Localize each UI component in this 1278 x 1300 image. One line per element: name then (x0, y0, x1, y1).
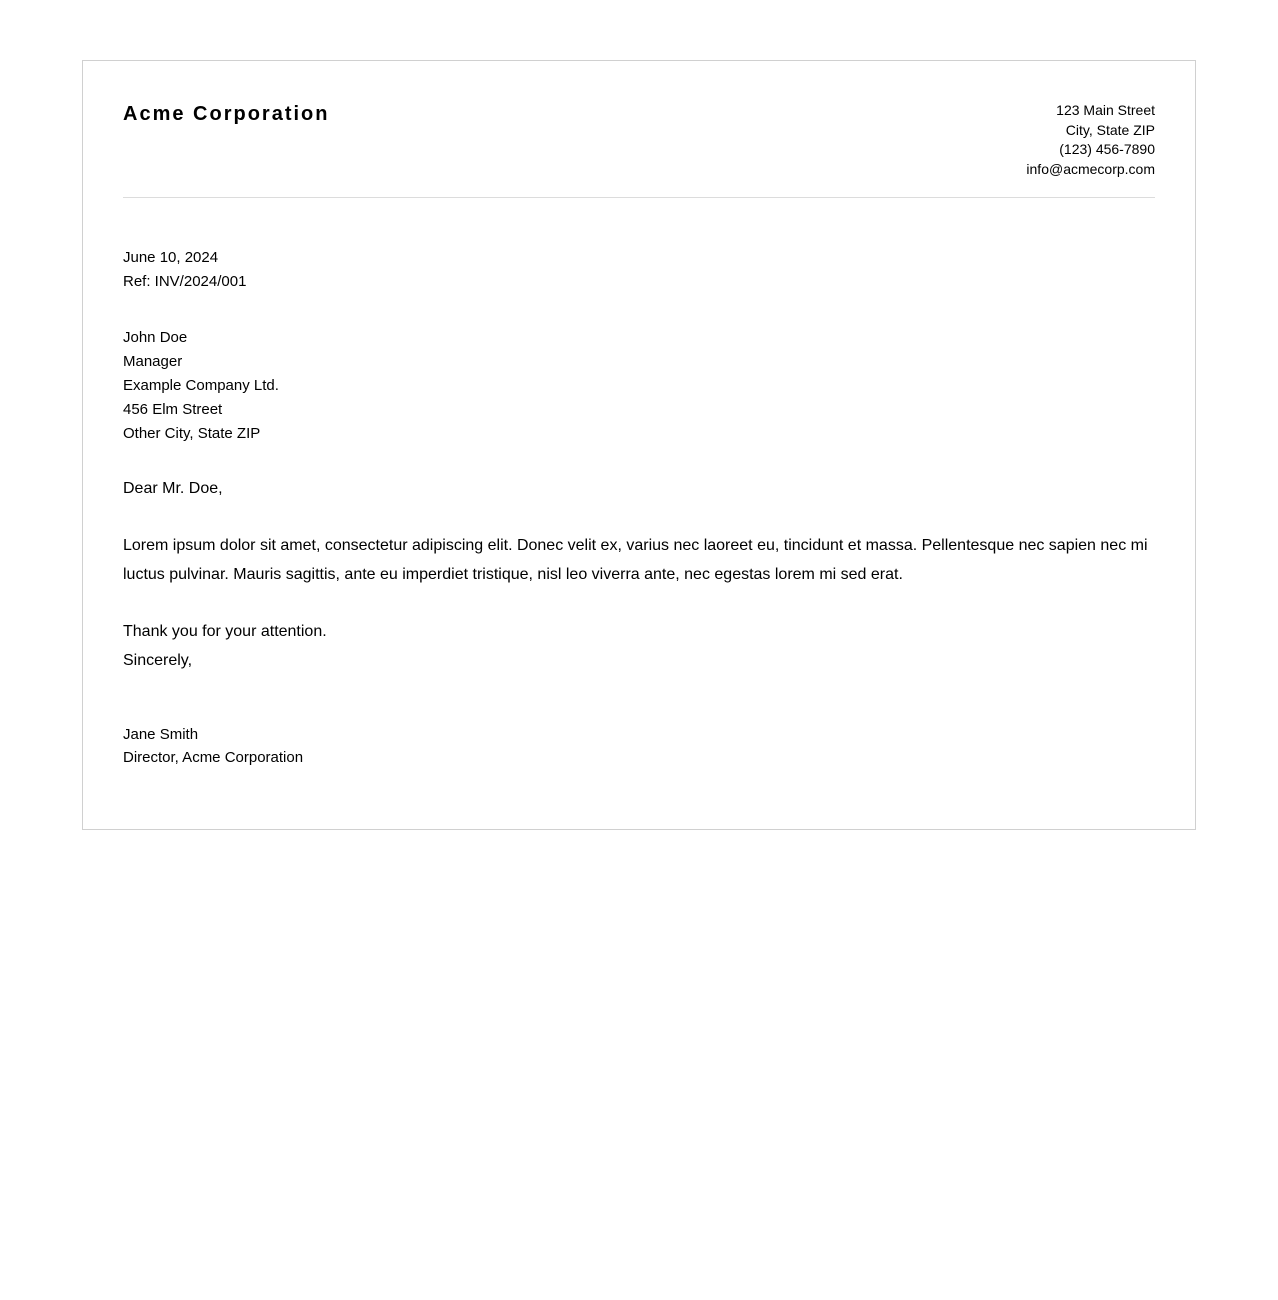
closing-signoff: Sincerely, (123, 652, 193, 669)
recipient-title: Manager (123, 353, 183, 370)
recipient-company: Example Company Ltd. (123, 377, 279, 394)
sender-email: info@acmecorp.com (1026, 161, 1155, 178)
company-name: Acme Corporation (123, 103, 330, 125)
salutation: Dear Mr. Doe, (123, 480, 223, 497)
sender-address (1026, 101, 1155, 180)
closing-thanks: Thank you for your attention. (123, 623, 327, 640)
closing (123, 617, 327, 675)
sender-city: City, State ZIP (1065, 121, 1155, 138)
recipient-city: Other City, State ZIP (123, 425, 261, 442)
letter-body: Lorem ipsum dolor sit amet, consectetur adipiscing elit. Donec velit ex, varius nec laoreet eu, tincidunt et massa. Pellentesque nec sapien nec mi luctus pulvinar. Mauris sagittis, ante eu imperdiet tristique, nisl leo viverra ante, nec egestas lorem mi sed erat. (123, 537, 1148, 583)
sender-street: 123 Main Street (1056, 102, 1155, 118)
letter-reference: Ref: INV/2024/001 (123, 273, 247, 290)
recipient-address (123, 326, 279, 446)
recipient-street: 456 Elm Street (123, 401, 223, 418)
signer-title: Director, Acme Corporation (123, 749, 304, 766)
letter-meta (123, 246, 246, 294)
recipient-name: John Doe (123, 329, 188, 346)
sender-phone: (123) 456-7890 (1059, 141, 1155, 158)
signature (123, 723, 303, 769)
signer-name: Jane Smith (123, 726, 199, 743)
letter-date: June 10, 2024 (123, 249, 219, 266)
letter (82, 60, 1196, 830)
header-divider (123, 197, 1155, 198)
